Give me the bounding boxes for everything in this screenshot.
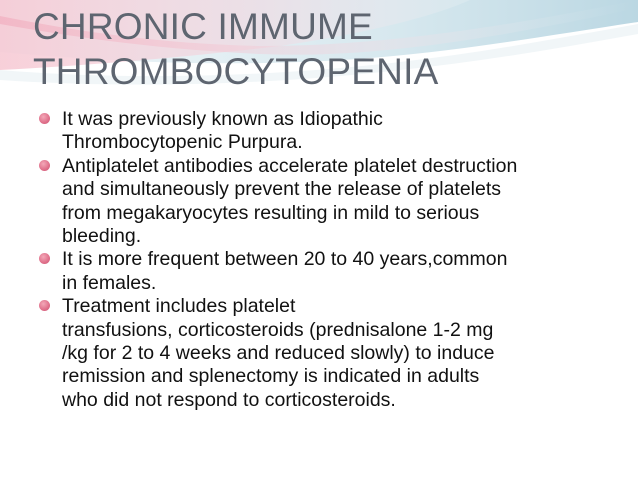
bullet-list: [38, 108, 608, 412]
bullet-text-line: It was previously known as Idiopathic: [62, 108, 383, 130]
bullet-dot-icon: [39, 113, 50, 124]
bullet-text-line: Antiplatelet antibodies accelerate platelet destruction: [62, 154, 518, 177]
bullet-item: [38, 155, 608, 249]
bullet-text-line: from megakaryocytes resulting in mild to serious: [62, 201, 480, 224]
bullet-text-line: It is more frequent between 20 to 40 years,common: [62, 248, 508, 271]
bullet-text-line: bleeding.: [62, 225, 142, 248]
bullet-text-line: Treatment includes platelet: [62, 295, 296, 318]
bullet-dot-icon: [39, 253, 50, 264]
bullet-item: [38, 108, 608, 155]
bullet-text-line: /kg for 2 to 4 weeks and reduced slowly) to induce: [62, 342, 495, 365]
bullet-text-line: and simultaneously prevent the release of platelets: [62, 178, 502, 201]
title-line-2: THROMBOCYTOPENIA: [33, 51, 439, 92]
bullet-item: [38, 295, 608, 412]
bullet-dot-icon: [39, 160, 50, 171]
title-line-1: CHRONIC IMMUME: [33, 6, 373, 47]
bullet-text-line: remission and splenectomy is indicated in adults: [62, 365, 480, 388]
slide-title: [33, 4, 438, 94]
bullet-item: [38, 248, 608, 295]
bullet-text-line: Thrombocytopenic Purpura.: [62, 131, 303, 154]
bullet-text-line: transfusions, corticosteroids (prednisalone 1-2 mg: [62, 318, 494, 341]
bullet-text-line: who did not respond to corticosteroids.: [62, 388, 396, 411]
bullet-dot-icon: [39, 300, 50, 311]
bullet-text-line: in females.: [62, 271, 157, 294]
